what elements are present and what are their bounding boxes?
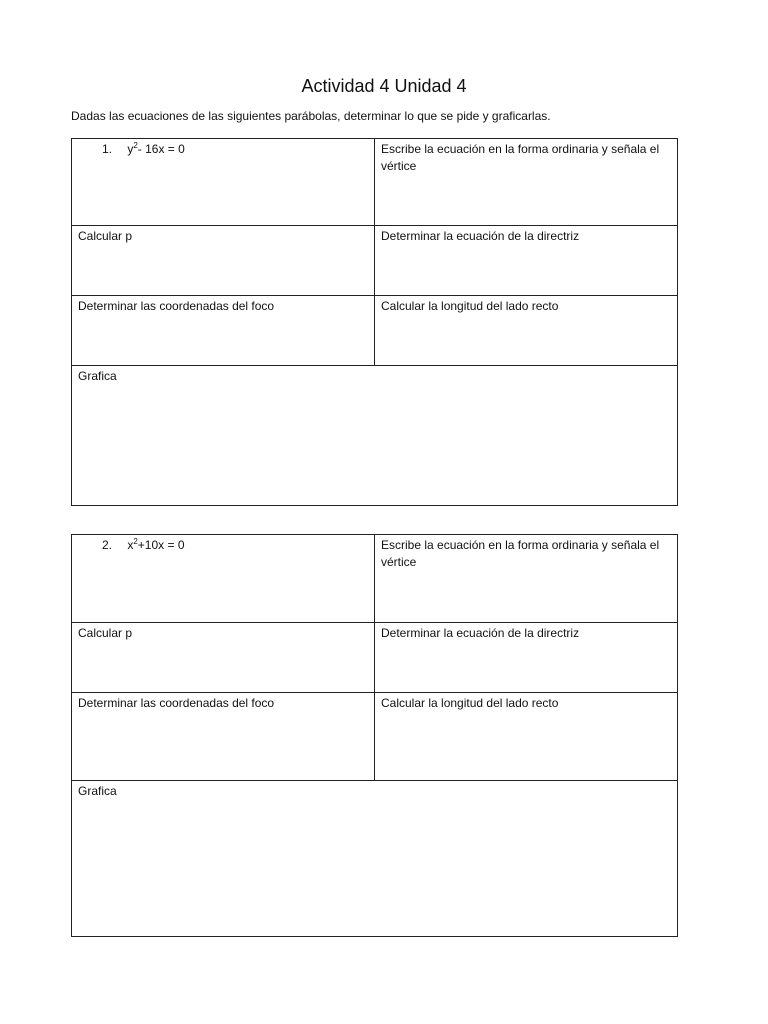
focus-cell[interactable] bbox=[72, 296, 375, 366]
focus-label: Determinar las coordenadas del foco bbox=[78, 299, 275, 313]
directrix-label: Determinar la ecuación de la directriz bbox=[381, 626, 580, 640]
ordinary-form-label: Escribe la ecuación en la forma ordinaria y señala el vértice bbox=[381, 538, 660, 569]
exercise-number: 2. bbox=[102, 538, 113, 552]
latus-rectum-label: Calcular la longitud del lado recto bbox=[381, 299, 559, 313]
latus-rectum-cell[interactable] bbox=[375, 296, 678, 366]
directrix-cell[interactable] bbox=[375, 623, 678, 693]
equation-base: x bbox=[127, 538, 134, 552]
equation-base: y bbox=[127, 142, 134, 156]
equation-rest: +10x = 0 bbox=[137, 538, 185, 552]
equation-exponent: 2 bbox=[133, 537, 138, 546]
ordinary-form-cell[interactable] bbox=[375, 139, 678, 226]
latus-rectum-label: Calcular la longitud del lado recto bbox=[381, 696, 559, 710]
calculate-p-cell[interactable] bbox=[72, 623, 375, 693]
equation-text bbox=[78, 537, 368, 554]
equation-cell[interactable] bbox=[72, 139, 375, 226]
instructions-text: Dadas las ecuaciones de las siguientes parábolas, determinar lo que se pide y graficarlas. bbox=[71, 109, 551, 123]
ordinary-form-cell[interactable] bbox=[375, 535, 678, 623]
focus-cell[interactable] bbox=[72, 693, 375, 781]
exercise-table-1 bbox=[71, 138, 678, 506]
focus-label: Determinar las coordenadas del foco bbox=[78, 696, 275, 710]
graph-cell[interactable] bbox=[72, 366, 678, 506]
equation-rest: - 16x = 0 bbox=[137, 142, 185, 156]
exercise-table-2 bbox=[71, 534, 678, 937]
calculate-p-label: Calcular p bbox=[78, 229, 133, 243]
latus-rectum-cell[interactable] bbox=[375, 693, 678, 781]
calculate-p-cell[interactable] bbox=[72, 226, 375, 296]
graph-label: Grafica bbox=[78, 784, 117, 798]
graph-label: Grafica bbox=[78, 369, 117, 383]
equation-exponent: 2 bbox=[133, 141, 138, 150]
equation-cell[interactable] bbox=[72, 535, 375, 623]
equation-text bbox=[78, 141, 368, 158]
ordinary-form-label: Escribe la ecuación en la forma ordinaria y señala el vértice bbox=[381, 142, 660, 173]
graph-cell[interactable] bbox=[72, 781, 678, 937]
page-title: Actividad 4 Unidad 4 bbox=[301, 76, 467, 96]
calculate-p-label: Calcular p bbox=[78, 626, 133, 640]
exercise-number: 1. bbox=[102, 142, 113, 156]
directrix-label: Determinar la ecuación de la directriz bbox=[381, 229, 580, 243]
directrix-cell[interactable] bbox=[375, 226, 678, 296]
